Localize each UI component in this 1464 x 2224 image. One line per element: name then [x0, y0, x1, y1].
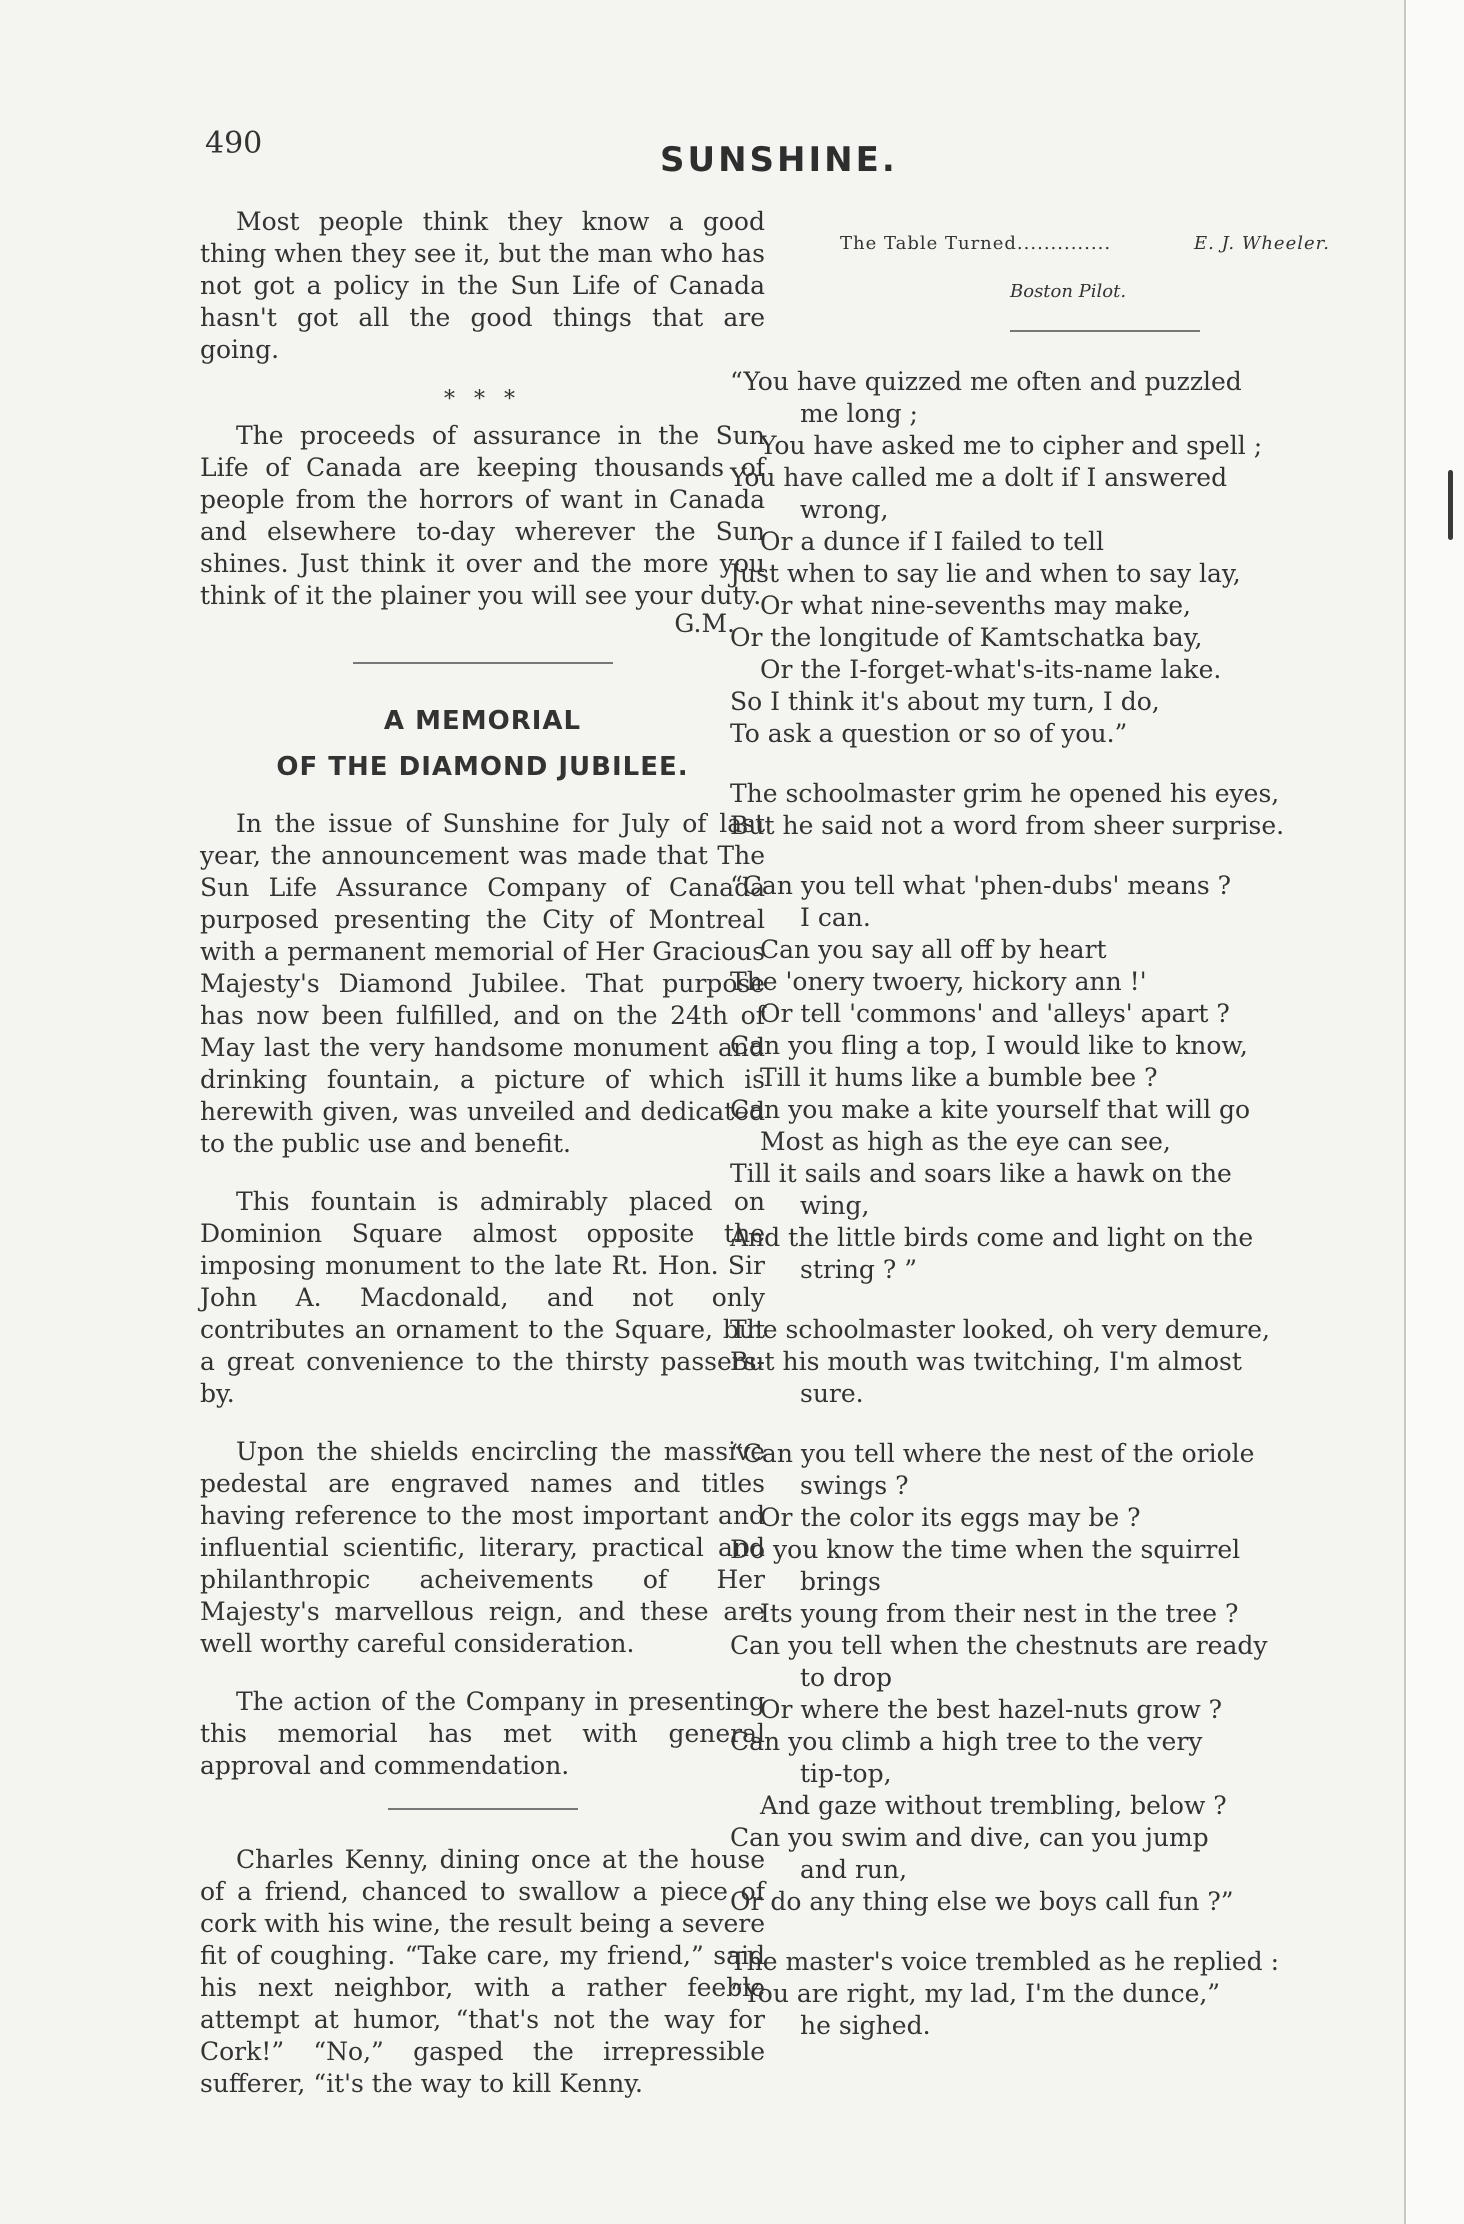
- verse-line: Or what nine-sevenths may make,: [760, 591, 1191, 620]
- verse-line: sure.: [800, 1379, 864, 1408]
- stanza-6: [730, 1946, 1340, 2042]
- verse-line: I can.: [800, 903, 871, 932]
- verse-line: And the little birds come and light on the: [730, 1223, 1254, 1252]
- stanza-4: [730, 1314, 1340, 1410]
- verse-line: Can you climb a high tree to the very: [730, 1727, 1203, 1756]
- verse-line: “Can you tell where the nest of the oriole: [730, 1439, 1255, 1468]
- verse-line: brings: [800, 1567, 881, 1596]
- masthead-title: SUNSHINE.: [660, 140, 898, 180]
- verse-line: to drop: [800, 1663, 893, 1692]
- verse-line: “You are right, my lad, I'm the dunce,”: [730, 1979, 1221, 2008]
- poem-byline: [730, 228, 1340, 260]
- verse-line: But he said not a word from sheer surprise.: [730, 811, 1285, 840]
- verse-line: and run,: [800, 1855, 908, 1884]
- paragraph-action: The action of the Company in presenting this memorial has met with general approval and commendation.: [200, 1687, 765, 1780]
- verse-line: Or do any thing else we boys call fun ?”: [730, 1887, 1234, 1916]
- verse-line: Till it sails and soars like a hawk on the: [730, 1159, 1232, 1188]
- poem-source: Boston Pilot.: [1010, 281, 1127, 302]
- verse-line: Or a dunce if I failed to tell: [760, 527, 1104, 556]
- right-column: [730, 228, 1340, 2070]
- verse-line: tip-top,: [800, 1759, 892, 1788]
- divider: [388, 1808, 578, 1810]
- verse-line: The schoolmaster grim he opened his eyes,: [730, 779, 1280, 808]
- verse-line: Can you make a kite yourself that will go: [730, 1095, 1251, 1124]
- paragraph-proceeds: The proceeds of assurance in the Sun Life of Canada are keeping thousands of people from the horrors of want in Canada and elsewhere to-day wherever the Sun shines. Just think it over and the more you think of it the plainer you will see your duty.: [200, 421, 765, 610]
- verse-line: And gaze without trembling, below ?: [760, 1791, 1227, 1820]
- article-heading: [200, 698, 765, 790]
- verse-line: Most as high as the eye can see,: [760, 1127, 1171, 1156]
- verse-line: “You have quizzed me often and puzzled: [730, 367, 1242, 396]
- poem-author: E. J. Wheeler.: [1193, 233, 1330, 254]
- left-column: [200, 206, 765, 2126]
- stanza-3: [730, 870, 1340, 1286]
- binding-mark: [1448, 470, 1453, 540]
- verse-line: You have called me a dolt if I answered: [730, 463, 1228, 492]
- signature-gm: G.M.: [674, 609, 735, 638]
- stanza-2: [730, 778, 1340, 842]
- heading-line-1: A MEMORIAL: [383, 706, 582, 736]
- verse-line: Can you say all off by heart: [760, 935, 1107, 964]
- verse-line: The master's voice trembled as he replied :: [730, 1947, 1279, 1976]
- section-stars: * * *: [444, 387, 521, 412]
- paragraph-shields: Upon the shields encircling the massive pedestal are engraved names and titles having reference to the most important and influential scientific, literary, practical and philanthropic acheivements of Her Majesty's marvellous reign, and these are well worthy careful consideration.: [200, 1437, 765, 1658]
- verse-line: Do you know the time when the squirrel: [730, 1535, 1241, 1564]
- verse-line: me long ;: [800, 399, 918, 428]
- page-number: 490: [205, 126, 263, 161]
- paragraph-kenny: Charles Kenny, dining once at the house of a friend, chanced to swallow a piece of cork with his wine, the result being a severe fit of coughing. “Take care, my friend,” said his next neighbor, with a rather feeble attempt at humor, “that's not the way for Cork!” “No,” gasped the irrepressible sufferer, “it's the way to kill Kenny.: [200, 1845, 765, 2098]
- verse-line: The 'onery twoery, hickory ann !': [730, 967, 1147, 996]
- stanza-5: [730, 1438, 1340, 1918]
- verse-line: So I think it's about my turn, I do,: [730, 687, 1160, 716]
- verse-line: he sighed.: [800, 2011, 931, 2040]
- verse-line: Or the longitude of Kamtschatka bay,: [730, 623, 1203, 652]
- verse-line: Or the color its eggs may be ?: [760, 1503, 1141, 1532]
- heading-line-2: OF THE DIAMOND JUBILEE.: [276, 752, 689, 782]
- verse-line: wing,: [800, 1191, 870, 1220]
- verse-line: Till it hums like a bumble bee ?: [760, 1063, 1158, 1092]
- verse-line: The schoolmaster looked, oh very demure,: [730, 1315, 1271, 1344]
- verse-line: swings ?: [800, 1471, 909, 1500]
- paragraph-memorial: In the issue of Sunshine for July of last year, the announcement was made that The Sun Life Assurance Company of Canada purposed presenting the City of Montreal with a permanent memorial of Her Gracious Majesty's Diamond Jubilee. That purpose has now been fulfilled, and on the 24th of May last the very handsome monument and drinking fountain, a picture of which is herewith given, was unveiled and dedicated to the public use and benefit.: [200, 809, 765, 1158]
- verse-line: Or where the best hazel-nuts grow ?: [760, 1695, 1223, 1724]
- paragraph-good-thing: Most people think they know a good thing when they see it, but the man who has not got a policy in the Sun Life of Canada hasn't got all the good things that are going.: [200, 207, 765, 364]
- verse-line: Its young from their nest in the tree ?: [760, 1599, 1239, 1628]
- verse-line: Or tell 'commons' and 'alleys' apart ?: [760, 999, 1230, 1028]
- verse-line: string ? ”: [800, 1255, 918, 1284]
- verse-line: Or the I-forget-what's-its-name lake.: [760, 655, 1222, 684]
- verse-line: wrong,: [800, 495, 889, 524]
- verse-line: Can you swim and dive, can you jump: [730, 1823, 1209, 1852]
- divider: [1010, 330, 1200, 332]
- paragraph-fountain: This fountain is admirably placed on Dominion Square almost opposite the imposing monument to the late Rt. Hon. Sir John A. Macdonald, and not only contributes an ornament to the Square, but a great convenience to the thirsty passers-by.: [200, 1187, 765, 1408]
- verse-line: “Can you tell what 'phen-dubs' means ?: [730, 871, 1232, 900]
- poem-title: The Table Turned..............: [840, 233, 1112, 254]
- page-edge: [1404, 0, 1464, 2224]
- verse-line: Just when to say lie and when to say lay,: [730, 559, 1241, 588]
- verse-line: But his mouth was twitching, I'm almost: [730, 1347, 1242, 1376]
- divider: [353, 662, 613, 664]
- verse-line: Can you fling a top, I would like to know,: [730, 1031, 1248, 1060]
- verse-line: Can you tell when the chestnuts are ready: [730, 1631, 1268, 1660]
- verse-line: To ask a question or so of you.”: [730, 719, 1128, 748]
- stanza-1: [730, 366, 1340, 750]
- verse-line: You have asked me to cipher and spell ;: [760, 431, 1263, 460]
